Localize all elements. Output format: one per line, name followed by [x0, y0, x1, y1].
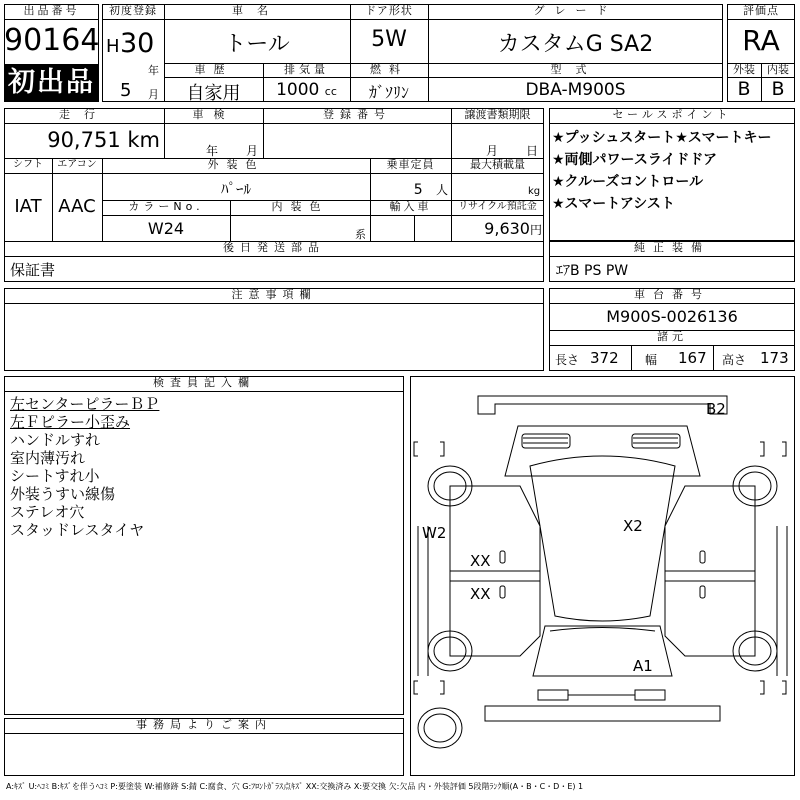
height: 173	[760, 349, 789, 367]
color-no-label: カラーNo.	[128, 200, 204, 213]
first-listing-badge-text: 初出品	[8, 67, 95, 98]
interior-score: B	[771, 78, 785, 100]
history-label: 車歴	[194, 63, 233, 76]
int-color-label: 内装色	[271, 200, 329, 213]
remark-item: 左Ｆピラー小歪み	[10, 413, 131, 431]
roof	[530, 456, 675, 621]
displacement-value: 1000	[276, 80, 320, 100]
front-bumper	[478, 396, 727, 414]
height-label: 高さ	[722, 353, 747, 367]
reg-month: 5	[120, 80, 132, 101]
inspection-month-unit: 月	[246, 144, 259, 158]
inspector-remarks	[10, 395, 400, 539]
ac: AAC	[58, 196, 96, 217]
shift: IAT	[14, 196, 42, 217]
later-parts: 保証書	[10, 261, 56, 279]
transfer-label: 譲渡書類期限	[464, 108, 531, 121]
load-label: 最大積載量	[470, 158, 525, 171]
recycle-label: リサイクル預託金	[458, 201, 537, 212]
seats-value: 5	[413, 182, 423, 198]
dims-label: 諸元	[657, 330, 687, 343]
seats-label: 乗車定員	[386, 158, 435, 171]
later-parts-label: 後日発送部品	[223, 241, 325, 254]
month-unit: 月	[148, 88, 159, 101]
remark-item: シートすれ小	[10, 467, 100, 485]
sales-points-label: セールスポイント	[612, 108, 732, 121]
mark-a1: A1	[633, 657, 653, 675]
model: DBA-M900S	[525, 80, 626, 100]
reg-number-label: 登録番号	[323, 108, 391, 121]
inspection-year-unit: 年	[206, 144, 219, 158]
mileage-label: 走行	[59, 108, 109, 121]
era: H	[106, 36, 120, 57]
sales-point: ★スマートアシスト	[552, 196, 675, 212]
inspection-label: 車検	[192, 108, 235, 121]
displacement	[263, 80, 350, 100]
mark-x2: X2	[623, 517, 643, 535]
seats	[370, 181, 448, 198]
recycle-value: 9,630	[484, 219, 530, 238]
rear-bumper	[485, 706, 720, 721]
notes-label: 注意事項欄	[231, 288, 317, 301]
history: 自家用	[186, 83, 241, 104]
reg-year: 30	[120, 28, 155, 59]
load-unit: kg	[528, 186, 541, 197]
year-unit: 年	[148, 64, 159, 77]
door-label: ドア形状	[365, 4, 413, 17]
equipment: ｴｱB PS PW	[556, 263, 629, 279]
sales-point: ★両側パワースライドドア	[552, 152, 718, 168]
width-label: 幅	[645, 353, 658, 367]
sales-point: ★プッシュスタート★スマートキー	[552, 130, 772, 146]
remark-item: 外装うすい線傷	[10, 485, 116, 503]
mark-xx-front-door: XX	[470, 552, 491, 570]
exterior-label: 外装	[733, 63, 755, 76]
mark-xx-rear-door: XX	[470, 585, 491, 603]
model-label: 型式	[550, 63, 601, 76]
transfer-month-unit: 月	[486, 144, 499, 158]
fuel-label: 燃料	[370, 63, 408, 76]
displacement-label: 排気量	[284, 63, 329, 76]
ext-color-label: 外装色	[207, 158, 265, 171]
mileage-value: 90,751	[47, 128, 121, 152]
legend: A:ｷｽﾞ U:ﾍｺﾐ B:ｷｽﾞを伴うﾍｺﾐ P:要塗装 W:補修跡 S:錆 C:腐食、穴 G:ﾌﾛﾝﾄｶﾞﾗｽ点ｷｽﾞ XX:交換済み X:要交換 欠:欠品 内・外装評価 5段階ﾗﾝｸ順(A・B・C・D・E) 1	[6, 782, 584, 791]
seats-unit: 人	[435, 183, 448, 197]
car-diagram	[410, 376, 795, 776]
displacement-unit: cc	[324, 85, 337, 98]
exterior-score: B	[737, 78, 751, 100]
chassis-label: 車台番号	[634, 288, 710, 301]
first-reg-label: 初度登録	[109, 4, 157, 17]
remark-item: 左センターピラーＢＰ	[10, 395, 160, 413]
mileage-unit: km	[127, 128, 160, 152]
car-name-label: 車名	[232, 4, 282, 17]
fuel: ｶﾞｿﾘﾝ	[368, 83, 409, 102]
equipment-label: 純正装備	[634, 241, 710, 254]
remark-item: 室内薄汚れ	[10, 449, 86, 467]
windshield-right	[632, 434, 680, 448]
recycle	[451, 219, 542, 238]
mileage	[4, 128, 162, 152]
import-label: 輸入車	[389, 200, 432, 213]
score: RA	[742, 24, 780, 57]
recycle-unit: 円	[529, 223, 542, 237]
inspector-label: 検査員記入欄	[153, 376, 255, 389]
shift-label: シフト	[13, 159, 43, 170]
ext-color: ﾊﾟｰﾙ	[220, 180, 251, 198]
door-type: 5W	[371, 27, 407, 52]
color-no: W24	[147, 219, 185, 238]
lot-number: 90164	[4, 23, 100, 58]
length-label: 長さ	[555, 353, 580, 367]
office-label: 事務局よりご案内	[136, 718, 272, 731]
length: 372	[590, 349, 619, 367]
interior-label: 内装	[767, 63, 789, 76]
grade: カスタムG SA2	[497, 32, 654, 57]
lot-number-label: 出品番号	[23, 4, 80, 17]
mark-b2: B2	[706, 400, 726, 418]
sales-points-list	[552, 127, 795, 215]
transfer-day-unit: 日	[526, 144, 539, 158]
tail-lamp-left	[538, 690, 568, 700]
grade-label: グレード	[533, 4, 618, 17]
ac-label: エアコン	[57, 159, 97, 170]
remark-item: ステレオ穴	[10, 503, 85, 521]
sales-point: ★クルーズコントロール	[552, 174, 704, 190]
chassis-number: M900S-0026136	[606, 307, 738, 326]
int-color-unit: 系	[355, 228, 366, 241]
windshield-left	[522, 434, 570, 448]
car-name: トール	[224, 32, 290, 57]
mark-w2: W2	[422, 524, 447, 542]
score-label: 評価点	[743, 4, 779, 17]
tail-lamp-right	[635, 690, 665, 700]
width: 167	[678, 349, 707, 367]
remark-item: スタッドレスタイヤ	[10, 521, 145, 539]
remark-item: ハンドルすれ	[10, 431, 101, 449]
